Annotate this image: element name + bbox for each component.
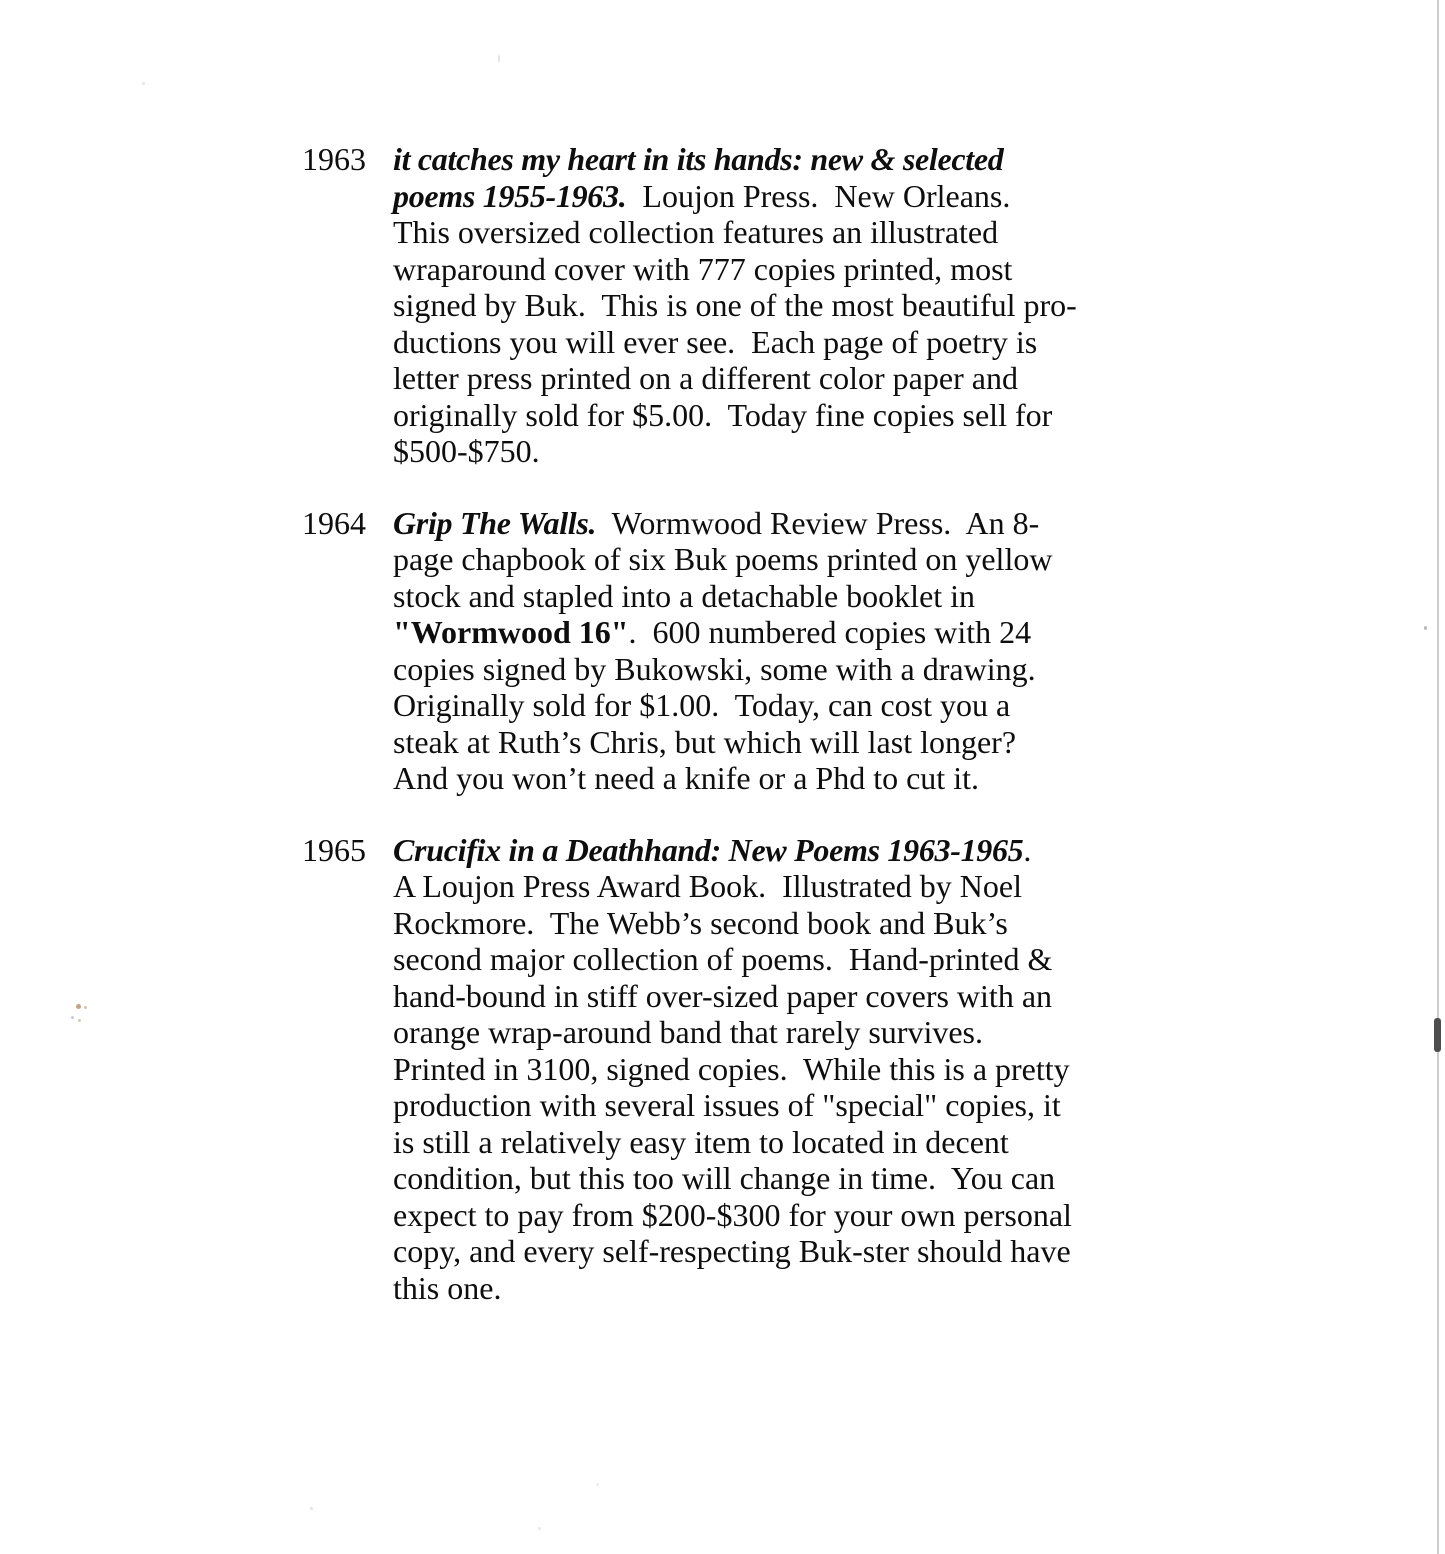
scan-speckle <box>498 54 500 63</box>
text-segment: poems 1955-1963. <box>393 177 627 214</box>
text-segment: Printed in 3100, signed copies. While this is a pretty <box>393 1050 1070 1087</box>
text-segment: $500-$750. <box>393 433 540 469</box>
text-segment: Grip The Walls. <box>393 504 597 541</box>
text-segment: Loujon Press. New Orleans. <box>626 177 1011 214</box>
text-segment: condition, but this too will change in time. You can <box>393 1160 1056 1196</box>
text-segment: . 600 numbered copies with 24 <box>628 614 1032 650</box>
text-segment: orange wrap-around band that rarely survives. <box>393 1014 983 1050</box>
scan-smudge <box>1434 1018 1441 1052</box>
text-segment: hand-bound in stiff over-sized paper covers with an <box>393 977 1053 1014</box>
text-segment: expect to pay from $200-$300 for your own personal <box>393 1196 1072 1233</box>
text-segment: wraparound cover with 777 copies printed, most <box>393 250 1013 287</box>
text-segment: signed by Buk. This is one of the most beautiful pro- <box>393 287 1077 323</box>
text-segment: And you won’t need a knife or a Phd to cut it. <box>393 760 979 796</box>
text-segment: "Wormwood 16" <box>393 614 629 650</box>
text-line <box>393 905 1072 942</box>
entry-year: 1964 <box>302 504 366 541</box>
text-segment: Wormwood Review Press. An 8- <box>596 504 1040 541</box>
text-line <box>393 505 1052 542</box>
scan-speckle <box>310 1507 313 1510</box>
text-segment: page chapbook of six Buk poems printed on yellow <box>393 541 1053 577</box>
text-segment: copies signed by Bukowski, some with a drawing. <box>393 650 1036 687</box>
scan-speckle <box>142 82 145 85</box>
scan-edge-line <box>1437 0 1439 1554</box>
text-line <box>393 178 1077 215</box>
text-line <box>393 832 1072 869</box>
entry-year: 1963 <box>302 141 366 177</box>
text-segment: it catches my heart in its hands: new & selected <box>393 141 1004 177</box>
scan-speckle <box>596 1483 599 1486</box>
text-line <box>393 614 1052 651</box>
text-segment: ductions you will ever see. Each page of poetry is <box>393 323 1038 360</box>
text-segment: production with several issues of "special" copies, it <box>393 1087 1061 1123</box>
scan-speckle <box>71 1016 74 1019</box>
text-line <box>393 1197 1072 1234</box>
bibliography-entry-1964 <box>302 505 1077 797</box>
bibliography-entry-1963 <box>302 141 1077 470</box>
text-line <box>393 541 1052 578</box>
text-segment: is still a relatively easy item to located in decent <box>393 1123 1009 1160</box>
text-line <box>393 251 1077 288</box>
bibliography-entry-1965 <box>302 832 1077 1307</box>
scan-speckle <box>1424 626 1427 630</box>
text-segment: Crucifix in a Deathhand: New Poems 1963-1965 <box>393 831 1024 868</box>
text-segment: this one. <box>393 1269 502 1306</box>
text-segment: A Loujon Press Award Book. Illustrated by Noel <box>393 868 1022 904</box>
text-line <box>393 941 1072 978</box>
text-segment: second major collection of poems. Hand-printed & <box>393 941 1053 977</box>
text-segment: Rockmore. The Webb’s second book and Buk’s <box>393 904 1008 941</box>
text-segment: originally sold for $5.00. Today fine copies sell for <box>393 396 1053 433</box>
text-line <box>393 868 1072 905</box>
text-line <box>393 978 1072 1015</box>
text-line <box>393 578 1052 615</box>
text-segment: letter press printed on a different color paper and <box>393 360 1018 396</box>
text-line <box>393 433 1077 470</box>
text-line <box>393 397 1077 434</box>
text-line <box>393 141 1077 178</box>
entry-text <box>393 505 1052 797</box>
text-line <box>393 287 1077 324</box>
scan-speckle <box>84 1006 87 1009</box>
text-line <box>393 1233 1072 1270</box>
text-line <box>393 687 1052 724</box>
text-line <box>393 1014 1072 1051</box>
text-line <box>393 1051 1072 1088</box>
text-segment: stock and stapled into a detachable booklet in <box>393 577 976 614</box>
text-line <box>393 214 1077 251</box>
text-segment: . <box>1023 831 1032 868</box>
text-line <box>393 1160 1072 1197</box>
entry-text <box>393 141 1077 470</box>
text-segment: copy, and every self-respecting Buk-ster should have <box>393 1233 1071 1269</box>
scan-speckle <box>78 1019 81 1022</box>
text-line <box>393 724 1052 761</box>
text-line <box>393 324 1077 361</box>
text-line <box>393 760 1052 797</box>
text-line <box>393 1270 1072 1307</box>
text-line <box>393 1087 1072 1124</box>
text-line <box>393 651 1052 688</box>
bibliography <box>302 141 1077 1341</box>
text-line <box>393 1124 1072 1161</box>
text-segment: This oversized collection features an illustrated <box>393 214 999 250</box>
entry-text <box>393 832 1072 1307</box>
text-segment: steak at Ruth’s Chris, but which will last longer? <box>393 723 1017 760</box>
text-segment: Originally sold for $1.00. Today, can cost you a <box>393 687 1011 723</box>
scan-speckle <box>538 1527 541 1530</box>
scan-speckle <box>76 1004 81 1009</box>
text-line <box>393 360 1077 397</box>
entry-year: 1965 <box>302 831 366 868</box>
